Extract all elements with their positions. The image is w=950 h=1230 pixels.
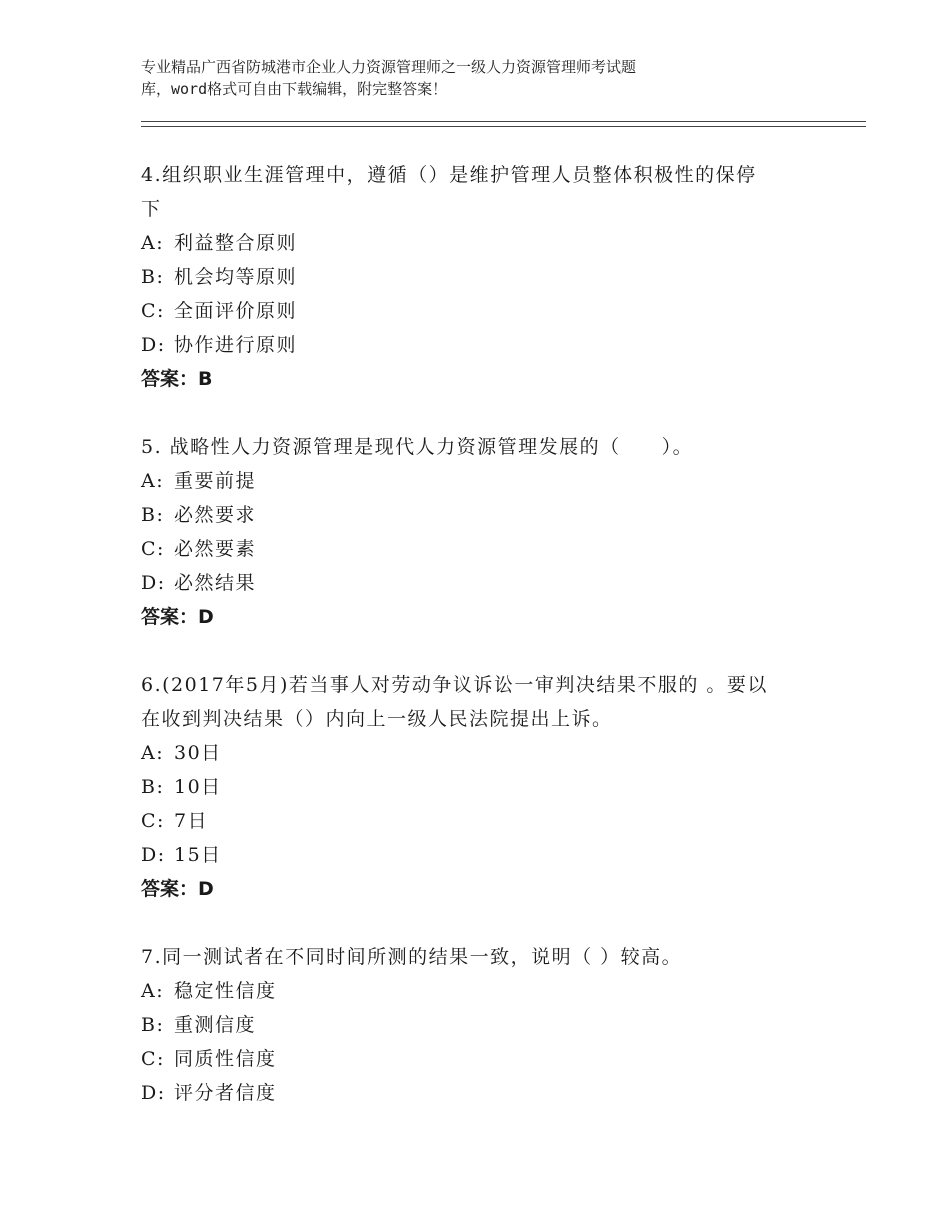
option-text: 评分者信度 (174, 1082, 277, 1104)
option-key: B: (141, 266, 165, 288)
option-text: 必然结果 (174, 572, 257, 594)
option-c (141, 1042, 821, 1076)
question-7 (141, 940, 821, 1110)
answer-label: 答案：B (141, 368, 213, 390)
option-key: B: (141, 1014, 165, 1036)
option-text: 30日 (174, 742, 222, 764)
header-title-line-1: 专业精品广西省防城港市企业人力资源管理师之一级人力资源管理师考试题 (141, 58, 637, 76)
option-b (141, 770, 821, 804)
option-text: 必然要求 (174, 504, 257, 526)
question-4 (141, 158, 821, 396)
option-text: 全面评价原则 (174, 300, 298, 322)
option-text: 重要前提 (174, 470, 257, 492)
option-text: 必然要素 (174, 538, 257, 560)
question-stem-line-1: 4.组织职业生涯管理中，遵循（）是维护管理人员整体积极性的保停 (141, 164, 757, 186)
option-key: D: (141, 572, 166, 594)
option-text: 15日 (174, 844, 222, 866)
option-key: D: (141, 844, 166, 866)
option-text: 协作进行原则 (174, 334, 298, 356)
option-key: C: (141, 300, 165, 322)
option-key: C: (141, 1048, 165, 1070)
option-a (141, 974, 821, 1008)
option-key: A: (141, 742, 165, 764)
option-text: 10日 (174, 776, 222, 798)
option-key: B: (141, 504, 165, 526)
option-a (141, 226, 821, 260)
option-key: C: (141, 810, 165, 832)
question-stem (141, 430, 821, 464)
option-text: 7日 (174, 810, 209, 832)
question-6 (141, 668, 821, 906)
option-c (141, 532, 821, 566)
document-header (141, 56, 781, 100)
option-d (141, 838, 821, 872)
question-stem (141, 158, 821, 226)
question-stem-line-2: 下 (141, 198, 162, 220)
option-a (141, 736, 821, 770)
option-b (141, 1008, 821, 1042)
question-5 (141, 430, 821, 634)
option-c (141, 294, 821, 328)
option-d (141, 1076, 821, 1110)
option-key: A: (141, 470, 165, 492)
option-key: D: (141, 334, 166, 356)
option-c (141, 804, 821, 838)
option-key: D: (141, 1082, 166, 1104)
answer-label: 答案：D (141, 878, 214, 900)
option-text: 利益整合原则 (174, 232, 298, 254)
option-text: 机会均等原则 (174, 266, 298, 288)
option-key: A: (141, 232, 165, 254)
question-stem-line-1: 6.(2017年5月)若当事人对劳动争议诉讼一审判决结果不服的 。要以 (141, 674, 768, 696)
answer-label: 答案：D (141, 606, 214, 628)
option-a (141, 464, 821, 498)
question-stem-line-2: 在收到判决结果（）内向上一级人民法院提出上诉。 (141, 708, 613, 730)
option-b (141, 498, 821, 532)
option-d (141, 566, 821, 600)
option-text: 稳定性信度 (174, 980, 277, 1002)
option-text: 重测信度 (174, 1014, 257, 1036)
question-stem-line-1: 7.同一测试者在不同时间所测的结果一致，说明（ ）较高。 (141, 946, 683, 968)
header-divider (141, 121, 866, 127)
option-key: A: (141, 980, 165, 1002)
option-key: B: (141, 776, 165, 798)
question-list (141, 158, 821, 1144)
question-stem (141, 940, 821, 974)
option-text: 同质性信度 (174, 1048, 277, 1070)
option-d (141, 328, 821, 362)
option-b (141, 260, 821, 294)
header-title-line-2: 库，word格式可自由下载编辑，附完整答案！ (141, 80, 448, 98)
question-stem-line-1: 5. 战略性人力资源管理是现代人力资源管理发展的（ ）。 (141, 436, 694, 458)
option-key: C: (141, 538, 165, 560)
question-stem (141, 668, 821, 736)
